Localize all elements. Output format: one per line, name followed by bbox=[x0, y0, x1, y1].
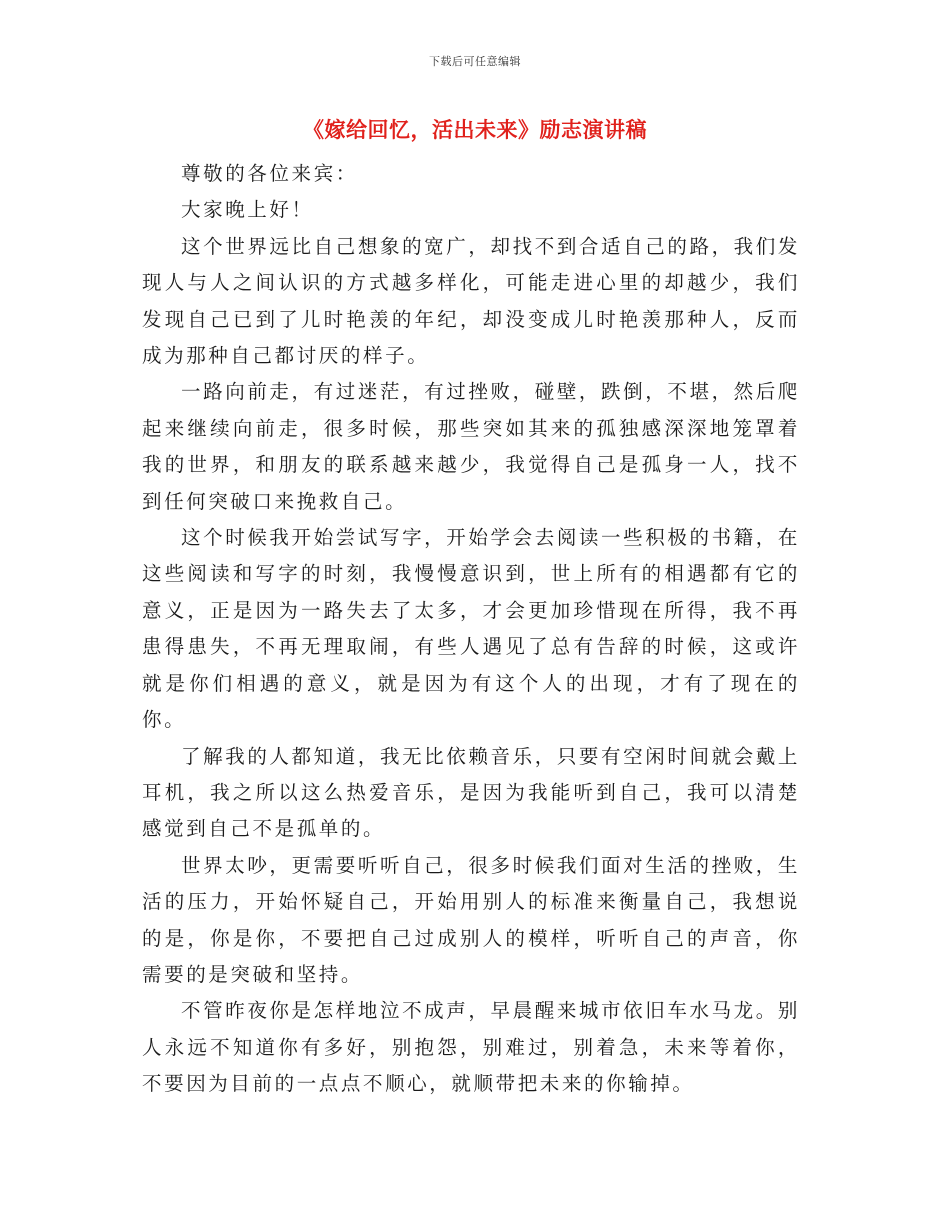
paragraph: 了解我的人都知道，我无比依赖音乐，只要有空闲时间就会戴上耳机，我之所以这么热爱音乐，是因为我能听到自己，我可以清楚感觉到自己不是孤单的。 bbox=[142, 744, 800, 841]
paragraph: 不管昨夜你是怎样地泣不成声，早晨醒来城市依旧车水马龙。别人永远不知道你有多好，别抱怨，别难过，别着急，未来等着你，不要因为目前的一点点不顺心，就顺带把未来的你输掉。 bbox=[142, 999, 800, 1096]
salutation: 尊敬的各位来宾： bbox=[181, 162, 358, 185]
paragraph: 世界太吵，更需要听听自己，很多时候我们面对生活的挫败，生活的压力，开始怀疑自己，开始用别人的标准来衡量自己，我想说的是，你是你，不要把自己过成别人的模样，听听自己的声音，你需要的是突破和坚持。 bbox=[142, 853, 800, 986]
document-title: 《嫁给回忆，活出未来》励志演讲稿 bbox=[303, 118, 647, 142]
header-note: 下载后可任意编辑 bbox=[429, 55, 521, 68]
paragraph: 这个世界远比自己想象的宽广，却找不到合适自己的路，我们发现人与人之间认识的方式越多样化，可能走进心里的却越少，我们发现自己已到了儿时艳羡的年纪，却没变成儿时艳羡那种人，反而成为那种自己都讨厌的样子。 bbox=[142, 234, 800, 368]
paragraph: 一路向前走，有过迷茫，有过挫败，碰壁，跌倒，不堪，然后爬起来继续向前走，很多时候，那些突如其来的孤独感深深地笼罩着我的世界，和朋友的联系越来越少，我觉得自己是孤身一人，找不到任何突破口来挽救自己。 bbox=[142, 380, 800, 513]
paragraph: 这个时候我开始尝试写字，开始学会去阅读一些积极的书籍，在这些阅读和写字的时刻，我慢慢意识到，世上所有的相遇都有它的意义，正是因为一路失去了太多，才会更加珍惜现在所得，我不再患得患失，不再无理取闹，有些人遇见了总有告辞的时候，这或许就是你们相遇的意义，就是因为有这个人的出现，才有了现在的你。 bbox=[142, 526, 800, 732]
greeting: 大家晚上好！ bbox=[181, 198, 314, 222]
speech-body bbox=[142, 156, 800, 1103]
